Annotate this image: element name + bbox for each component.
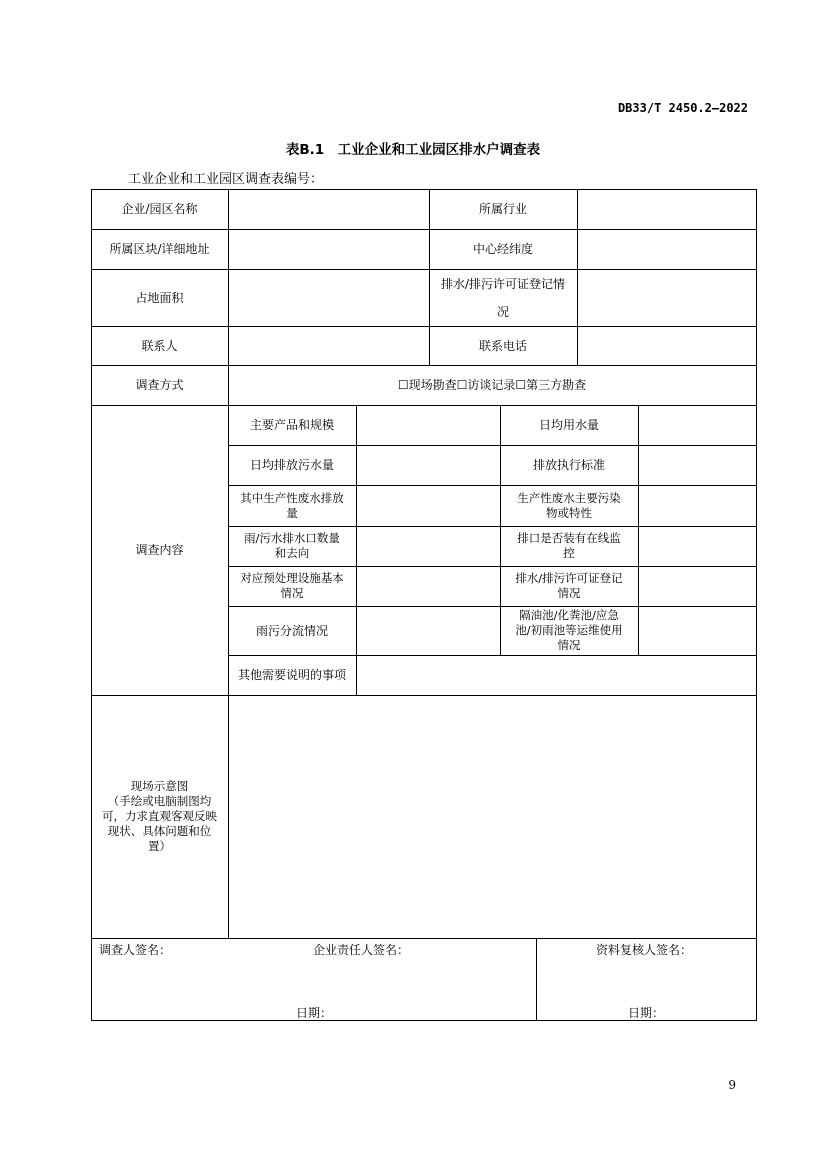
survey-method-options[interactable]: ☐现场勘查☐访谈记录☐第三方勘查 [397, 378, 587, 392]
wastewater-pollutants-label [500, 485, 638, 526]
permit-status-label [429, 269, 577, 326]
industry-label: 所属行业 [478, 202, 527, 216]
table-line [756, 189, 757, 1021]
date-left-label: 日期： [296, 1006, 333, 1020]
table-title: 表B.1 工业企业和工业园区排水户调查表 [285, 142, 541, 158]
form-number-label: 工业企业和工业园区调查表编号： [128, 172, 324, 187]
investigator-signature-label: 调查人签名： [99, 943, 172, 957]
tank-maintenance-line2: 池/初雨池等运维使用 [515, 623, 623, 637]
online-monitor-line1: 排口是否装有在线监 [517, 531, 621, 545]
coordinates-label: 中心经纬度 [472, 242, 533, 256]
production-wastewater-line1: 其中生产性废水排放 [240, 490, 344, 505]
permit-registration-line2: 情况 [557, 586, 581, 600]
wastewater-pollutants-line1: 生产性废水主要污染 [517, 490, 621, 505]
outlet-count-line2: 和去向 [274, 546, 310, 560]
survey-table [91, 189, 757, 1021]
permit-registration-label [500, 566, 638, 606]
pretreatment-line1: 对应预处理设施基本 [240, 571, 344, 585]
site-diagram-line5: 置） [148, 839, 171, 853]
daily-water-use-label: 日均用水量 [538, 418, 599, 432]
tank-maintenance-label [500, 606, 638, 655]
address-label: 所属区块/详细地址 [109, 242, 210, 256]
tank-maintenance-line3: 情况 [557, 638, 581, 652]
date-right-label: 日期： [628, 1006, 665, 1020]
outlet-count-line1: 雨/污水排水口数量 [244, 531, 340, 545]
other-matters-label: 其他需要说明的事项 [237, 668, 346, 682]
doc-code: DB33/T 2450.2—2022 [617, 101, 748, 115]
production-wastewater-line2: 量 [286, 505, 298, 520]
table-line [91, 938, 757, 939]
online-monitor-line2: 控 [563, 546, 575, 560]
site-diagram-line1: 现场示意图 [130, 779, 189, 793]
page-number: 9 [728, 1078, 736, 1092]
permit-registration-line1: 排水/排污许可证登记 [515, 571, 623, 585]
survey-content-label: 调查内容 [135, 543, 184, 557]
permit-status-line1: 排水/排污许可证登记情 [440, 276, 566, 291]
tank-maintenance-line1: 隔油池/化粪池/应急 [519, 608, 619, 622]
table-line [356, 405, 357, 695]
contact-person-label: 联系人 [141, 338, 178, 353]
enterprise-responsible-signature-label: 企业责任人签名： [313, 943, 410, 957]
site-diagram-line3: 可，力求直观客观反映 [102, 809, 217, 823]
permit-status-line2: 况 [496, 304, 509, 319]
site-diagram-line2: （手绘或电脑制图均 [107, 794, 212, 808]
rain-sewage-separation-label: 雨污分流情况 [255, 623, 328, 638]
pretreatment-label [228, 566, 356, 606]
table-line [577, 189, 578, 365]
table-line [536, 938, 537, 1020]
online-monitor-label [500, 526, 638, 566]
site-diagram-label [91, 695, 228, 938]
main-products-label: 主要产品和规模 [249, 418, 334, 432]
reviewer-signature-label: 资料复核人签名： [596, 943, 693, 957]
production-wastewater-label [228, 485, 356, 526]
site-diagram-line4: 现状、具体问题和位 [107, 824, 212, 838]
daily-sewage-label: 日均排放污水量 [249, 458, 334, 472]
wastewater-pollutants-line2: 物或特性 [546, 505, 592, 520]
survey-method-label: 调查方式 [135, 378, 184, 392]
pretreatment-line2: 情况 [280, 586, 304, 600]
area-label: 占地面积 [135, 290, 184, 305]
enterprise-name-label: 企业/园区名称 [121, 202, 198, 216]
contact-phone-label: 联系电话 [478, 338, 527, 353]
outlet-count-label [228, 526, 356, 566]
discharge-standard-label: 排放执行标准 [532, 458, 605, 472]
table-line [638, 405, 639, 655]
